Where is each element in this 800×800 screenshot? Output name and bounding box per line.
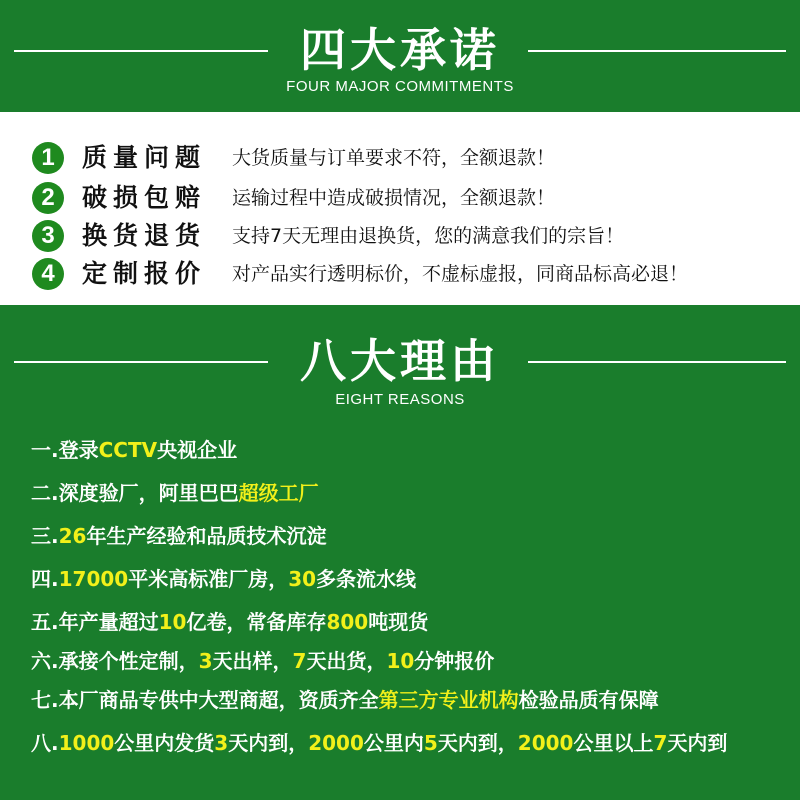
highlight-text: 10	[158, 610, 187, 634]
reason-text: 一.登录	[31, 438, 99, 462]
reason-text: 八.	[31, 731, 59, 755]
highlight-text: 26	[58, 524, 87, 548]
commitment-description: 对产品实行透明标价，不虚标虚报，同商品标高必退！	[232, 263, 689, 285]
reason-text: 公里以上	[573, 731, 654, 755]
reason-text: 七.本厂商品专供中大型商超，资质齐全	[31, 688, 379, 712]
highlight-text: 7	[653, 731, 668, 755]
reason-item	[31, 729, 727, 757]
commitments-panel	[0, 112, 800, 305]
highlight-text: 800	[326, 610, 369, 634]
highlight-text: 2000	[308, 731, 364, 755]
commitment-description: 支持7天无理由退换货，您的满意我们的宗旨！	[232, 225, 625, 247]
reason-text: 分钟报价	[414, 649, 495, 673]
reason-text: 亿卷，常备库存	[186, 610, 327, 634]
reason-item	[31, 522, 326, 550]
highlight-text: 30	[288, 567, 317, 591]
highlight-text: CCTV	[98, 438, 158, 462]
number-badge-icon: 2	[32, 182, 64, 214]
reason-item	[31, 436, 237, 464]
reason-text: 多条流水线	[316, 567, 417, 591]
reasons-header	[0, 305, 800, 418]
reason-text: 天内到，	[437, 731, 518, 755]
reason-text: 六.承接个性定制，	[31, 649, 199, 673]
commitment-title: 破损包赔	[82, 183, 207, 212]
commitment-item	[0, 180, 800, 220]
highlight-text: 7	[292, 649, 307, 673]
highlight-text: 2000	[517, 731, 574, 755]
number-badge-icon: 1	[32, 142, 64, 174]
reason-text: 二.深度验厂，阿里巴巴	[31, 481, 239, 505]
reason-text: 三.	[31, 524, 59, 548]
reason-text: 吨现货	[368, 610, 429, 634]
commitment-item	[0, 140, 800, 180]
commitment-title: 质量问题	[82, 143, 207, 172]
reasons-subtitle: EIGHT REASONS	[335, 391, 465, 408]
reason-text: 公里内发货	[114, 731, 215, 755]
highlight-text: 5	[423, 731, 438, 755]
reason-text: 央视企业	[157, 438, 238, 462]
highlight-text: 第三方专业机构	[378, 688, 519, 712]
reason-text: 公里内	[363, 731, 424, 755]
highlight-text: 3	[214, 731, 229, 755]
commitments-title: 四大承诺	[300, 23, 500, 77]
commitments-header	[0, 0, 800, 112]
commitment-description: 大货质量与订单要求不符，全额退款！	[232, 147, 556, 169]
reason-item	[31, 565, 416, 593]
reason-item	[31, 647, 494, 675]
reason-text: 平米高标准厂房，	[128, 567, 289, 591]
reason-text: 天内到	[667, 731, 728, 755]
reasons-title: 八大理由	[300, 334, 500, 388]
reason-item	[31, 686, 659, 714]
number-badge-icon: 3	[32, 220, 64, 252]
highlight-text: 超级工厂	[238, 481, 319, 505]
highlight-text: 3	[198, 649, 213, 673]
commitment-title: 定制报价	[82, 259, 207, 288]
reason-item	[31, 479, 319, 507]
reason-text: 五.年产量超过	[31, 610, 159, 634]
reason-item	[31, 608, 428, 636]
highlight-text: 10	[386, 649, 415, 673]
reason-text: 天出样，	[212, 649, 293, 673]
reason-text: 四.	[31, 567, 59, 591]
commitment-title: 换货退货	[82, 221, 207, 250]
commitment-item	[0, 256, 800, 296]
reason-text: 天出货，	[306, 649, 387, 673]
reason-text: 年生产经验和品质技术沉淀	[86, 524, 327, 548]
highlight-text: 1000	[58, 731, 115, 755]
commitment-description: 运输过程中造成破损情况，全额退款！	[232, 187, 556, 209]
reasons-list	[0, 418, 800, 800]
reason-text: 天内到，	[228, 731, 309, 755]
number-badge-icon: 4	[32, 258, 64, 290]
commitments-subtitle: FOUR MAJOR COMMITMENTS	[286, 78, 514, 95]
highlight-text: 17000	[58, 567, 129, 591]
reason-text: 检验品质有保障	[518, 688, 659, 712]
commitment-item	[0, 218, 800, 258]
